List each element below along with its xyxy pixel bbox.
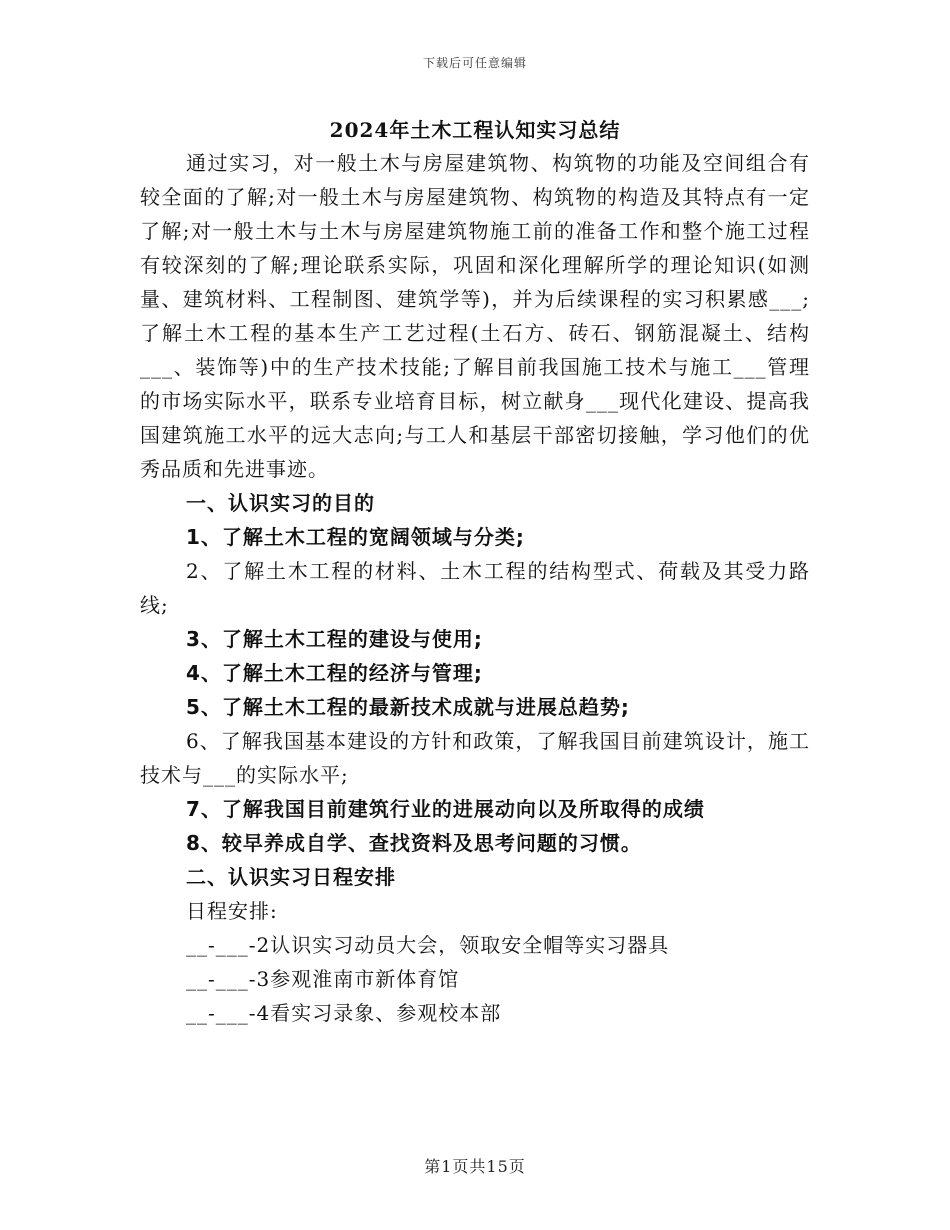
goal-item-2: 2、了解土木工程的材料、土木工程的结构型式、荷载及其受力路线;	[140, 559, 810, 617]
document-body	[140, 146, 810, 1030]
section-heading-schedule: 二、认识实习日程安排	[186, 865, 396, 889]
page-number-footer: 第1页共15页	[424, 1157, 526, 1176]
goal-item-6: 6、了解我国基本建设的方针和政策，了解我国目前建筑设计，施工技术与___的实际水平;	[140, 729, 810, 787]
goal-item-5: 5、了解土木工程的最新技术成就与进展总趋势;	[186, 695, 630, 719]
section-heading-purpose: 一、认识实习的目的	[186, 491, 375, 515]
schedule-item: __-___-4看实习录象、参观校本部	[186, 1001, 502, 1025]
goal-item-3: 3、了解土木工程的建设与使用;	[186, 627, 483, 651]
goal-item-4: 4、了解土木工程的经济与管理;	[186, 661, 483, 685]
header-note: 下载后可任意编辑	[422, 56, 527, 70]
goal-item-8: 8、较早养成自学、查找资料及思考问题的习惯。	[186, 831, 642, 855]
schedule-label: 日程安排:	[186, 899, 278, 923]
goal-item-1: 1、了解土木工程的宽阔领域与分类;	[186, 525, 525, 549]
intro-paragraph: 通过实习，对一般土木与房屋建筑物、构筑物的功能及空间组合有较全面的了解;对一般土木与房屋建筑物、构筑物的构造及其特点有一定了解;对一般土木与土木与房屋建筑物施工前的准备工作和整个施工过程有较深刻的了解;理论联系实际，巩固和深化理解所学的理论知识(如测量、建筑材料、工程制图、建筑学等)，并为后续课程的实习积累感___;了解土木工程的基本生产工艺过程(土石方、砖石、钢筋混凝土、结构___、装饰等)中的生产技术技能;了解目前我国施工技术与施工___管理的市场实际水平，联系专业培育目标，树立献身___现代化建设、提高我国建筑施工水平的远大志向;与工人和基层干部密切接触，学习他们的优秀品质和先进事迹。	[140, 151, 810, 481]
schedule-item: __-___-3参观淮南市新体育馆	[186, 967, 460, 991]
goal-item-7: 7、了解我国目前建筑行业的进展动向以及所取得的成绩	[186, 797, 705, 821]
document-title: 2024年土木工程认知实习总结	[329, 118, 621, 142]
schedule-item: __-___-2认识实习动员大会，领取安全帽等实习器具	[186, 933, 670, 957]
